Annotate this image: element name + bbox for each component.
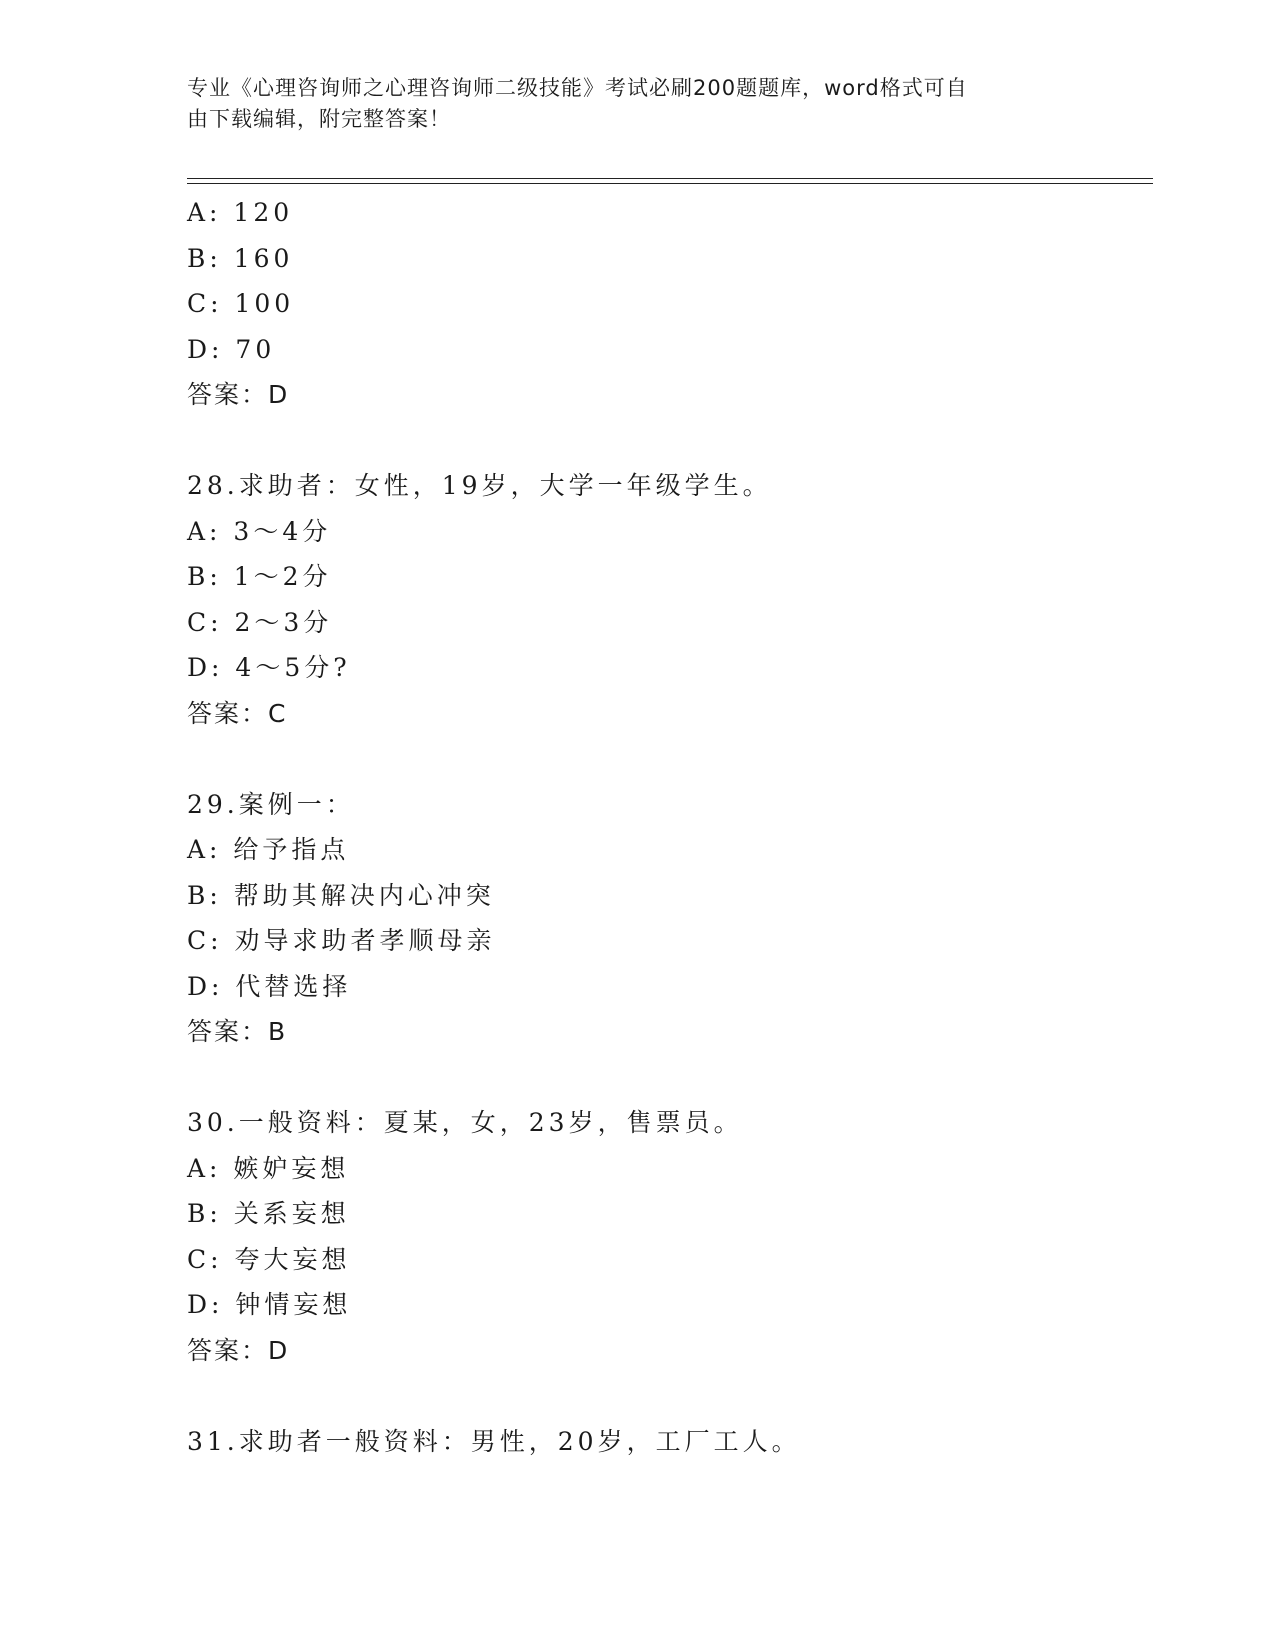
question-block: [187, 782, 1147, 1055]
question-list: [187, 190, 1147, 1464]
option-a: A: 给予指点: [187, 835, 350, 864]
option-a: A: 3～4分: [187, 516, 332, 546]
question-stem: 31.求助者一般资料：男性，20岁，工厂工人。: [187, 1426, 801, 1456]
option-d: D: 钟情妄想: [187, 1290, 352, 1319]
option-c: C: 100: [187, 289, 295, 318]
option-d: D: 代替选择: [187, 971, 352, 1001]
option-d: D: 4～5分?: [187, 653, 351, 682]
question-block: [187, 1100, 1147, 1373]
option-b: B: 帮助其解决内心冲突: [187, 880, 495, 910]
question-stem: 29.案例一：: [187, 789, 355, 819]
answer-line: 答案：D: [187, 1335, 290, 1365]
question-stem: 28.求助者：女性，19岁，大学一年级学生。: [187, 471, 772, 500]
option-a: A: 嫉妒妄想: [187, 1153, 350, 1183]
intro-line-2: 由下载编辑，附完整答案！: [187, 107, 451, 131]
option-a: A: 120: [187, 198, 294, 227]
option-c: C: 2～3分: [187, 607, 333, 637]
question-block: [187, 463, 1147, 736]
option-b: B: 160: [187, 243, 294, 273]
answer-line: 答案：D: [187, 380, 290, 409]
header-rule-top: [187, 178, 1153, 179]
option-b: B: 关系妄想: [187, 1199, 350, 1228]
option-b: B: 1～2分: [187, 562, 332, 591]
document-intro: [187, 73, 1067, 135]
intro-line-1: 专业《心理咨询师之心理咨询师二级技能》考试必刷200题题库，word格式可自: [187, 76, 968, 100]
option-c: C: 夸大妄想: [187, 1244, 351, 1274]
option-d: D: 70: [187, 334, 276, 364]
question-stem: 30.一般资料：夏某，女，23岁，售票员。: [187, 1108, 743, 1137]
answer-line: 答案：C: [187, 698, 288, 728]
header-rule-bottom: [187, 183, 1153, 184]
option-c: C: 劝导求助者孝顺母亲: [187, 926, 496, 955]
answer-line: 答案：B: [187, 1017, 288, 1046]
question-block: [187, 1419, 1147, 1465]
question-block: [187, 190, 1147, 418]
